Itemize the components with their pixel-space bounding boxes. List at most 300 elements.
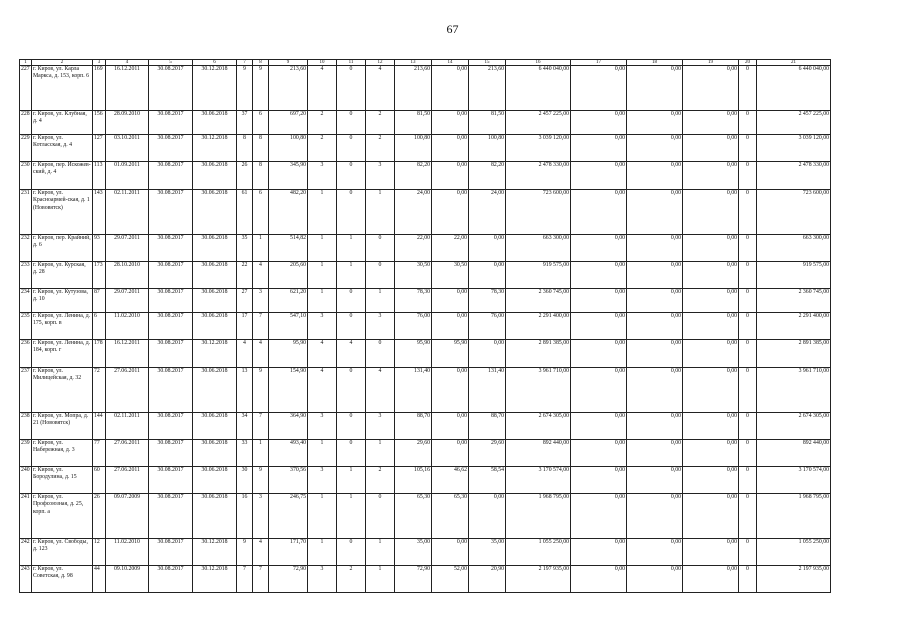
cell-c3: 144 bbox=[93, 413, 106, 440]
table-row bbox=[20, 289, 831, 313]
cell-c3: 44 bbox=[93, 566, 106, 593]
table-row bbox=[20, 262, 831, 289]
cell-c7: 22 bbox=[237, 262, 253, 289]
cell-c18: 0,00 bbox=[627, 235, 683, 262]
cell-c16: 1 055 250,00 bbox=[506, 539, 571, 566]
cell-addr: г. Киров, ул. Профсоюзная, д. 25, корп. а bbox=[32, 494, 93, 539]
table-row bbox=[20, 494, 831, 539]
cell-c9: 205,60 bbox=[269, 262, 308, 289]
cell-c6: 30.12.2018 bbox=[193, 539, 237, 566]
cell-c4: 02.11.2011 bbox=[106, 413, 149, 440]
cell-addr: г. Киров, ул. Красноармей-ская, д. 1 (Нововятск) bbox=[32, 190, 93, 235]
cell-c20: 0 bbox=[739, 135, 757, 162]
cell-addr: г. Киров, пер. Искожев-ский, д. 4 bbox=[32, 162, 93, 190]
table-row bbox=[20, 440, 831, 467]
cell-c10: 3 bbox=[308, 313, 337, 340]
cell-c7: 4 bbox=[237, 340, 253, 368]
cell-c17: 0,00 bbox=[571, 368, 627, 413]
cell-c7: 9 bbox=[237, 539, 253, 566]
cell-c7: 8 bbox=[237, 135, 253, 162]
cell-addr: г. Киров, ул. Курская, д. 28 bbox=[32, 262, 93, 289]
column-header-5: 5 bbox=[149, 60, 193, 66]
column-header-10: 10 bbox=[308, 60, 337, 66]
cell-c10: 1 bbox=[308, 494, 337, 539]
cell-c11: 1 bbox=[337, 235, 366, 262]
cell-c15: 88,70 bbox=[469, 413, 506, 440]
cell-c8: 8 bbox=[253, 135, 269, 162]
cell-c11: 0 bbox=[337, 313, 366, 340]
cell-c17: 0,00 bbox=[571, 440, 627, 467]
cell-c4: 11.02.2010 bbox=[106, 539, 149, 566]
table-row bbox=[20, 467, 831, 494]
column-header-14: 14 bbox=[432, 60, 469, 66]
cell-c6: 30.06.2018 bbox=[193, 190, 237, 235]
cell-c15: 131,40 bbox=[469, 368, 506, 413]
cell-c21: 663 300,00 bbox=[757, 235, 831, 262]
cell-c14: 46,62 bbox=[432, 467, 469, 494]
cell-c21: 919 575,00 bbox=[757, 262, 831, 289]
cell-c13: 82,20 bbox=[395, 162, 432, 190]
column-header-15: 15 bbox=[469, 60, 506, 66]
cell-c12: 3 bbox=[366, 162, 395, 190]
cell-c20: 0 bbox=[739, 368, 757, 413]
table-row bbox=[20, 539, 831, 566]
cell-c3: 12 bbox=[93, 539, 106, 566]
cell-n: 243 bbox=[20, 566, 32, 593]
cell-c18: 0,00 bbox=[627, 368, 683, 413]
column-header-4: 4 bbox=[106, 60, 149, 66]
cell-c12: 1 bbox=[366, 539, 395, 566]
cell-c18: 0,00 bbox=[627, 340, 683, 368]
cell-c13: 72,90 bbox=[395, 566, 432, 593]
cell-c11: 2 bbox=[337, 566, 366, 593]
cell-c7: 9 bbox=[237, 66, 253, 111]
cell-c13: 105,16 bbox=[395, 467, 432, 494]
cell-c13: 65,30 bbox=[395, 494, 432, 539]
cell-c21: 2 197 935,00 bbox=[757, 566, 831, 593]
cell-c4: 16.12.2011 bbox=[106, 66, 149, 111]
cell-c3: 87 bbox=[93, 289, 106, 313]
cell-addr: г. Киров, ул. Милицейская, д. 32 bbox=[32, 368, 93, 413]
cell-c19: 0,00 bbox=[683, 190, 739, 235]
table-row bbox=[20, 413, 831, 440]
cell-addr: г. Киров, ул. Карла Маркса, д. 153, корп. 6 bbox=[32, 66, 93, 111]
cell-n: 238 bbox=[20, 413, 32, 440]
cell-c21: 892 440,00 bbox=[757, 440, 831, 467]
cell-c20: 0 bbox=[739, 190, 757, 235]
cell-c19: 0,00 bbox=[683, 262, 739, 289]
column-header-16: 16 bbox=[506, 60, 571, 66]
cell-c17: 0,00 bbox=[571, 413, 627, 440]
cell-c5: 30.08.2017 bbox=[149, 340, 193, 368]
cell-c3: 169 bbox=[93, 66, 106, 111]
cell-c20: 0 bbox=[739, 313, 757, 340]
cell-addr: г. Киров, ул. Мопра, д. 21 (Нововятск) bbox=[32, 413, 93, 440]
cell-c9: 697,20 bbox=[269, 111, 308, 135]
table-row bbox=[20, 135, 831, 162]
cell-c10: 1 bbox=[308, 440, 337, 467]
cell-c18: 0,00 bbox=[627, 467, 683, 494]
cell-c6: 30.06.2018 bbox=[193, 289, 237, 313]
cell-c10: 3 bbox=[308, 162, 337, 190]
cell-c5: 30.08.2017 bbox=[149, 262, 193, 289]
cell-addr: г. Киров, ул. Ленина, д. 184, корп. г bbox=[32, 340, 93, 368]
cell-c6: 30.06.2018 bbox=[193, 313, 237, 340]
cell-c10: 4 bbox=[308, 66, 337, 111]
cell-c18: 0,00 bbox=[627, 539, 683, 566]
cell-c3: 113 bbox=[93, 162, 106, 190]
cell-c17: 0,00 bbox=[571, 313, 627, 340]
cell-c19: 0,00 bbox=[683, 566, 739, 593]
table-row bbox=[20, 190, 831, 235]
cell-c6: 30.06.2018 bbox=[193, 413, 237, 440]
cell-c11: 0 bbox=[337, 162, 366, 190]
cell-c20: 0 bbox=[739, 440, 757, 467]
cell-c12: 2 bbox=[366, 467, 395, 494]
cell-c4: 27.06.2011 bbox=[106, 368, 149, 413]
cell-c6: 30.12.2018 bbox=[193, 135, 237, 162]
cell-c9: 514,82 bbox=[269, 235, 308, 262]
cell-c18: 0,00 bbox=[627, 262, 683, 289]
cell-c9: 482,20 bbox=[269, 190, 308, 235]
cell-n: 227 bbox=[20, 66, 32, 111]
cell-c17: 0,00 bbox=[571, 135, 627, 162]
cell-c9: 246,75 bbox=[269, 494, 308, 539]
cell-c16: 892 440,00 bbox=[506, 440, 571, 467]
cell-c5: 30.08.2017 bbox=[149, 440, 193, 467]
cell-c16: 723 600,00 bbox=[506, 190, 571, 235]
cell-c5: 30.08.2017 bbox=[149, 162, 193, 190]
cell-c5: 30.08.2017 bbox=[149, 467, 193, 494]
cell-c19: 0,00 bbox=[683, 413, 739, 440]
cell-c7: 17 bbox=[237, 313, 253, 340]
cell-c12: 4 bbox=[366, 368, 395, 413]
cell-c21: 2 674 305,00 bbox=[757, 413, 831, 440]
cell-c12: 0 bbox=[366, 494, 395, 539]
cell-c13: 76,00 bbox=[395, 313, 432, 340]
cell-c5: 30.08.2017 bbox=[149, 413, 193, 440]
cell-c8: 7 bbox=[253, 413, 269, 440]
cell-c5: 30.08.2017 bbox=[149, 539, 193, 566]
cell-c7: 7 bbox=[237, 566, 253, 593]
cell-c17: 0,00 bbox=[571, 467, 627, 494]
cell-c17: 0,00 bbox=[571, 111, 627, 135]
cell-c17: 0,00 bbox=[571, 162, 627, 190]
cell-c11: 1 bbox=[337, 467, 366, 494]
cell-c11: 1 bbox=[337, 262, 366, 289]
cell-c19: 0,00 bbox=[683, 368, 739, 413]
cell-c16: 2 197 935,00 bbox=[506, 566, 571, 593]
column-header-13: 13 bbox=[395, 60, 432, 66]
cell-c5: 30.08.2017 bbox=[149, 235, 193, 262]
cell-c11: 4 bbox=[337, 340, 366, 368]
cell-c13: 29,60 bbox=[395, 440, 432, 467]
cell-c9: 72,90 bbox=[269, 566, 308, 593]
cell-n: 235 bbox=[20, 313, 32, 340]
cell-c15: 24,00 bbox=[469, 190, 506, 235]
cell-c11: 0 bbox=[337, 111, 366, 135]
cell-n: 230 bbox=[20, 162, 32, 190]
cell-c4: 03.10.2011 bbox=[106, 135, 149, 162]
cell-n: 231 bbox=[20, 190, 32, 235]
cell-c11: 0 bbox=[337, 289, 366, 313]
cell-c9: 364,90 bbox=[269, 413, 308, 440]
cell-c9: 621,20 bbox=[269, 289, 308, 313]
cell-c9: 95,90 bbox=[269, 340, 308, 368]
cell-c16: 2 360 745,00 bbox=[506, 289, 571, 313]
cell-c20: 0 bbox=[739, 494, 757, 539]
cell-c20: 0 bbox=[739, 467, 757, 494]
column-header-12: 12 bbox=[366, 60, 395, 66]
cell-c11: 1 bbox=[337, 494, 366, 539]
page-number: 67 bbox=[446, 22, 459, 36]
column-header-2: 2 bbox=[32, 60, 93, 66]
cell-c9: 493,40 bbox=[269, 440, 308, 467]
cell-c14: 0,00 bbox=[432, 539, 469, 566]
cell-c10: 1 bbox=[308, 539, 337, 566]
cell-c19: 0,00 bbox=[683, 289, 739, 313]
cell-c3: 6 bbox=[93, 313, 106, 340]
cell-c13: 78,30 bbox=[395, 289, 432, 313]
cell-c6: 30.12.2018 bbox=[193, 566, 237, 593]
cell-c11: 0 bbox=[337, 539, 366, 566]
cell-c9: 213,60 bbox=[269, 66, 308, 111]
cell-n: 236 bbox=[20, 340, 32, 368]
cell-c20: 0 bbox=[739, 340, 757, 368]
cell-c21: 3 039 120,00 bbox=[757, 135, 831, 162]
cell-c5: 30.08.2017 bbox=[149, 66, 193, 111]
cell-c10: 4 bbox=[308, 340, 337, 368]
cell-c8: 9 bbox=[253, 368, 269, 413]
cell-c19: 0,00 bbox=[683, 340, 739, 368]
cell-c12: 2 bbox=[366, 111, 395, 135]
cell-c18: 0,00 bbox=[627, 313, 683, 340]
cell-c3: 26 bbox=[93, 494, 106, 539]
cell-n: 228 bbox=[20, 111, 32, 135]
cell-c18: 0,00 bbox=[627, 440, 683, 467]
cell-c18: 0,00 bbox=[627, 289, 683, 313]
cell-c14: 65,30 bbox=[432, 494, 469, 539]
cell-c4: 01.09.2011 bbox=[106, 162, 149, 190]
cell-c10: 1 bbox=[308, 262, 337, 289]
table-row bbox=[20, 566, 831, 593]
cell-c16: 919 575,00 bbox=[506, 262, 571, 289]
cell-c14: 95,90 bbox=[432, 340, 469, 368]
cell-n: 242 bbox=[20, 539, 32, 566]
cell-c21: 6 440 040,00 bbox=[757, 66, 831, 111]
cell-c13: 35,00 bbox=[395, 539, 432, 566]
column-header-6: 6 bbox=[193, 60, 237, 66]
cell-c20: 0 bbox=[739, 162, 757, 190]
cell-c9: 154,90 bbox=[269, 368, 308, 413]
cell-c13: 100,80 bbox=[395, 135, 432, 162]
cell-c14: 0,00 bbox=[432, 413, 469, 440]
cell-c7: 16 bbox=[237, 494, 253, 539]
cell-c19: 0,00 bbox=[683, 162, 739, 190]
cell-c18: 0,00 bbox=[627, 190, 683, 235]
cell-c15: 20,90 bbox=[469, 566, 506, 593]
cell-c4: 27.06.2011 bbox=[106, 467, 149, 494]
cell-c12: 0 bbox=[366, 262, 395, 289]
cell-c5: 30.08.2017 bbox=[149, 289, 193, 313]
cell-c21: 2 457 225,00 bbox=[757, 111, 831, 135]
cell-c14: 0,00 bbox=[432, 440, 469, 467]
cell-c12: 3 bbox=[366, 413, 395, 440]
cell-c20: 0 bbox=[739, 262, 757, 289]
cell-n: 234 bbox=[20, 289, 32, 313]
cell-c21: 723 600,00 bbox=[757, 190, 831, 235]
cell-c6: 30.12.2018 bbox=[193, 66, 237, 111]
cell-c7: 13 bbox=[237, 368, 253, 413]
column-header-19: 19 bbox=[683, 60, 739, 66]
column-header-7: 7 bbox=[237, 60, 253, 66]
cell-c19: 0,00 bbox=[683, 135, 739, 162]
cell-c5: 30.08.2017 bbox=[149, 313, 193, 340]
cell-c13: 95,90 bbox=[395, 340, 432, 368]
cell-c8: 4 bbox=[253, 340, 269, 368]
cell-c17: 0,00 bbox=[571, 566, 627, 593]
cell-c17: 0,00 bbox=[571, 190, 627, 235]
cell-c21: 1 055 250,00 bbox=[757, 539, 831, 566]
column-header-3: 3 bbox=[93, 60, 106, 66]
cell-c14: 0,00 bbox=[432, 162, 469, 190]
cell-c8: 6 bbox=[253, 111, 269, 135]
table-row bbox=[20, 235, 831, 262]
cell-c4: 11.02.2010 bbox=[106, 313, 149, 340]
cell-c8: 4 bbox=[253, 262, 269, 289]
table-row bbox=[20, 66, 831, 111]
cell-c12: 2 bbox=[366, 135, 395, 162]
cell-c21: 2 478 330,00 bbox=[757, 162, 831, 190]
cell-c17: 0,00 bbox=[571, 235, 627, 262]
cell-c5: 30.08.2017 bbox=[149, 111, 193, 135]
cell-c11: 0 bbox=[337, 135, 366, 162]
cell-n: 241 bbox=[20, 494, 32, 539]
cell-c12: 0 bbox=[366, 235, 395, 262]
cell-c17: 0,00 bbox=[571, 262, 627, 289]
cell-c13: 88,70 bbox=[395, 413, 432, 440]
cell-c10: 3 bbox=[308, 413, 337, 440]
cell-c14: 0,00 bbox=[432, 313, 469, 340]
cell-c15: 76,00 bbox=[469, 313, 506, 340]
cell-c13: 81,50 bbox=[395, 111, 432, 135]
cell-c6: 30.06.2018 bbox=[193, 368, 237, 413]
cell-c12: 4 bbox=[366, 66, 395, 111]
cell-c15: 81,50 bbox=[469, 111, 506, 135]
cell-c3: 77 bbox=[93, 440, 106, 467]
cell-c19: 0,00 bbox=[683, 235, 739, 262]
cell-c6: 30.06.2018 bbox=[193, 235, 237, 262]
cell-c12: 1 bbox=[366, 440, 395, 467]
cell-c3: 156 bbox=[93, 111, 106, 135]
cell-c15: 0,00 bbox=[469, 262, 506, 289]
cell-c11: 0 bbox=[337, 190, 366, 235]
cell-c14: 0,00 bbox=[432, 135, 469, 162]
cell-c16: 2 674 305,00 bbox=[506, 413, 571, 440]
cell-c10: 1 bbox=[308, 289, 337, 313]
cell-c4: 28.10.2010 bbox=[106, 262, 149, 289]
cell-c8: 6 bbox=[253, 190, 269, 235]
cell-c12: 1 bbox=[366, 566, 395, 593]
cell-c5: 30.08.2017 bbox=[149, 190, 193, 235]
column-header-11: 11 bbox=[337, 60, 366, 66]
cell-addr: г. Киров, ул. Советская, д. 98 bbox=[32, 566, 93, 593]
cell-c4: 29.07.2011 bbox=[106, 289, 149, 313]
cell-c6: 30.06.2018 bbox=[193, 162, 237, 190]
cell-c4: 09.07.2009 bbox=[106, 494, 149, 539]
column-header-21: 21 bbox=[757, 60, 831, 66]
cell-c13: 22,00 bbox=[395, 235, 432, 262]
cell-c9: 171,70 bbox=[269, 539, 308, 566]
cell-addr: г. Киров, ул. Ленина, д. 175, корп. в bbox=[32, 313, 93, 340]
cell-c5: 30.08.2017 bbox=[149, 135, 193, 162]
cell-c3: 143 bbox=[93, 190, 106, 235]
cell-c16: 6 440 040,00 bbox=[506, 66, 571, 111]
cell-c12: 1 bbox=[366, 190, 395, 235]
cell-c20: 0 bbox=[739, 539, 757, 566]
cell-c14: 52,00 bbox=[432, 566, 469, 593]
cell-c20: 0 bbox=[739, 566, 757, 593]
cell-c16: 3 039 120,00 bbox=[506, 135, 571, 162]
cell-c18: 0,00 bbox=[627, 135, 683, 162]
cell-c6: 30.06.2018 bbox=[193, 440, 237, 467]
cell-c18: 0,00 bbox=[627, 413, 683, 440]
cell-c15: 78,30 bbox=[469, 289, 506, 313]
cell-c4: 28.09.2010 bbox=[106, 111, 149, 135]
cell-c5: 30.08.2017 bbox=[149, 494, 193, 539]
cell-c19: 0,00 bbox=[683, 111, 739, 135]
cell-c15: 213,60 bbox=[469, 66, 506, 111]
cell-c3: 72 bbox=[93, 368, 106, 413]
table-row bbox=[20, 162, 831, 190]
cell-c10: 3 bbox=[308, 566, 337, 593]
cell-n: 232 bbox=[20, 235, 32, 262]
cell-c7: 26 bbox=[237, 162, 253, 190]
cell-c6: 30.06.2018 bbox=[193, 467, 237, 494]
cell-c9: 370,56 bbox=[269, 467, 308, 494]
cell-c13: 30,50 bbox=[395, 262, 432, 289]
cell-c7: 33 bbox=[237, 440, 253, 467]
cell-c7: 61 bbox=[237, 190, 253, 235]
cell-c12: 3 bbox=[366, 313, 395, 340]
cell-c15: 0,00 bbox=[469, 340, 506, 368]
cell-c9: 100,80 bbox=[269, 135, 308, 162]
cell-c19: 0,00 bbox=[683, 313, 739, 340]
cell-c19: 0,00 bbox=[683, 66, 739, 111]
cell-c11: 0 bbox=[337, 66, 366, 111]
cell-c15: 58,54 bbox=[469, 467, 506, 494]
cell-c15: 82,20 bbox=[469, 162, 506, 190]
cell-c8: 7 bbox=[253, 566, 269, 593]
cell-c4: 16.12.2011 bbox=[106, 340, 149, 368]
cell-c8: 3 bbox=[253, 494, 269, 539]
cell-c7: 30 bbox=[237, 467, 253, 494]
cell-c17: 0,00 bbox=[571, 66, 627, 111]
cell-c16: 2 457 225,00 bbox=[506, 111, 571, 135]
cell-c12: 0 bbox=[366, 340, 395, 368]
cell-c16: 2 291 400,00 bbox=[506, 313, 571, 340]
cell-c18: 0,00 bbox=[627, 111, 683, 135]
cell-c17: 0,00 bbox=[571, 340, 627, 368]
cell-c7: 37 bbox=[237, 111, 253, 135]
cell-c5: 30.08.2017 bbox=[149, 368, 193, 413]
cell-c14: 22,00 bbox=[432, 235, 469, 262]
cell-c19: 0,00 bbox=[683, 539, 739, 566]
cell-c21: 1 968 795,00 bbox=[757, 494, 831, 539]
cell-c15: 0,00 bbox=[469, 494, 506, 539]
table-row bbox=[20, 368, 831, 413]
cell-c3: 93 bbox=[93, 235, 106, 262]
